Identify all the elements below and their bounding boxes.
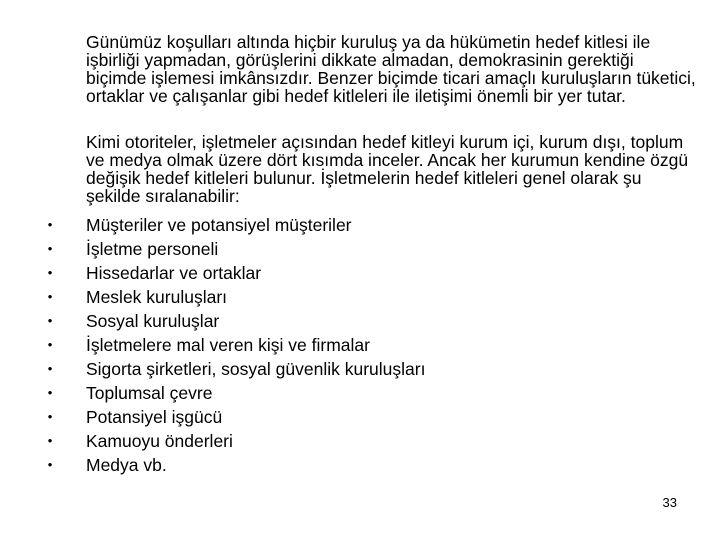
list-item	[0, 453, 650, 477]
list-item-text: Toplumsal çevre	[86, 383, 213, 403]
bullet-icon: •	[47, 361, 53, 376]
list-item	[0, 237, 650, 261]
list-item	[0, 357, 650, 381]
bullet-icon: •	[47, 241, 53, 256]
list-item	[0, 285, 650, 309]
bullet-icon: •	[47, 313, 53, 328]
page-number: 33	[662, 495, 677, 510]
list-item-text: Potansiyel işgücü	[86, 407, 223, 427]
list-item	[0, 405, 650, 429]
bullet-icon: •	[47, 385, 53, 400]
list-item-text: Medya vb.	[86, 455, 167, 475]
list-item-text: Sigorta şirketleri, sosyal güvenlik kuruluşları	[86, 359, 426, 379]
list-item	[0, 213, 650, 237]
bullet-icon: •	[47, 409, 53, 424]
list-item	[0, 261, 650, 285]
bullet-icon: •	[47, 457, 53, 472]
list-item-text: Sosyal kuruluşlar	[86, 311, 220, 331]
list-item-text: Müşteriler ve potansiyel müşteriler	[86, 215, 352, 235]
bullet-icon: •	[47, 337, 53, 352]
list-item-text: Meslek kuruluşları	[86, 287, 228, 307]
list-item	[0, 333, 650, 357]
audience-paragraph: Kimi otoriteler, işletmeler açısından hedef kitleyi kurum içi, kurum dışı, toplum ve medya olmak üzere dört kısımda inceler. Ancak her kurumun kendine özgü değişik hedef kitleleri bulunur. İşletmelerin hedef kitleleri genel olarak şu şekilde sıralanabilir:	[86, 132, 689, 206]
bullet-icon: •	[47, 433, 53, 448]
list-item	[0, 429, 650, 453]
intro-paragraph: Günümüz koşulları altında hiçbir kuruluş ya da hükümetin hedef kitlesi ile işbirliği yapmadan, görüşlerini dikkate almadan, demokrasinin gerektiği biçimde işlemesi imkânsızdır. Benzer biçimde ticari amaçlı kuruluşların tüketici, ortaklar ve çalışanlar gibi hedef kitleleri ile iletişimi önemli bir yer tutar.	[86, 32, 696, 106]
bullet-icon: •	[47, 217, 53, 232]
list-item	[0, 309, 650, 333]
list-item-text: Kamuoyu önderleri	[86, 431, 233, 451]
list-item-text: Hissedarlar ve ortaklar	[86, 263, 262, 283]
target-audience-list	[0, 213, 650, 477]
list-item	[0, 381, 650, 405]
bullet-icon: •	[47, 265, 53, 280]
list-item-text: İşletme personeli	[86, 239, 219, 259]
list-item-text: İşletmelere mal veren kişi ve firmalar	[86, 335, 370, 355]
bullet-icon: •	[47, 289, 53, 304]
